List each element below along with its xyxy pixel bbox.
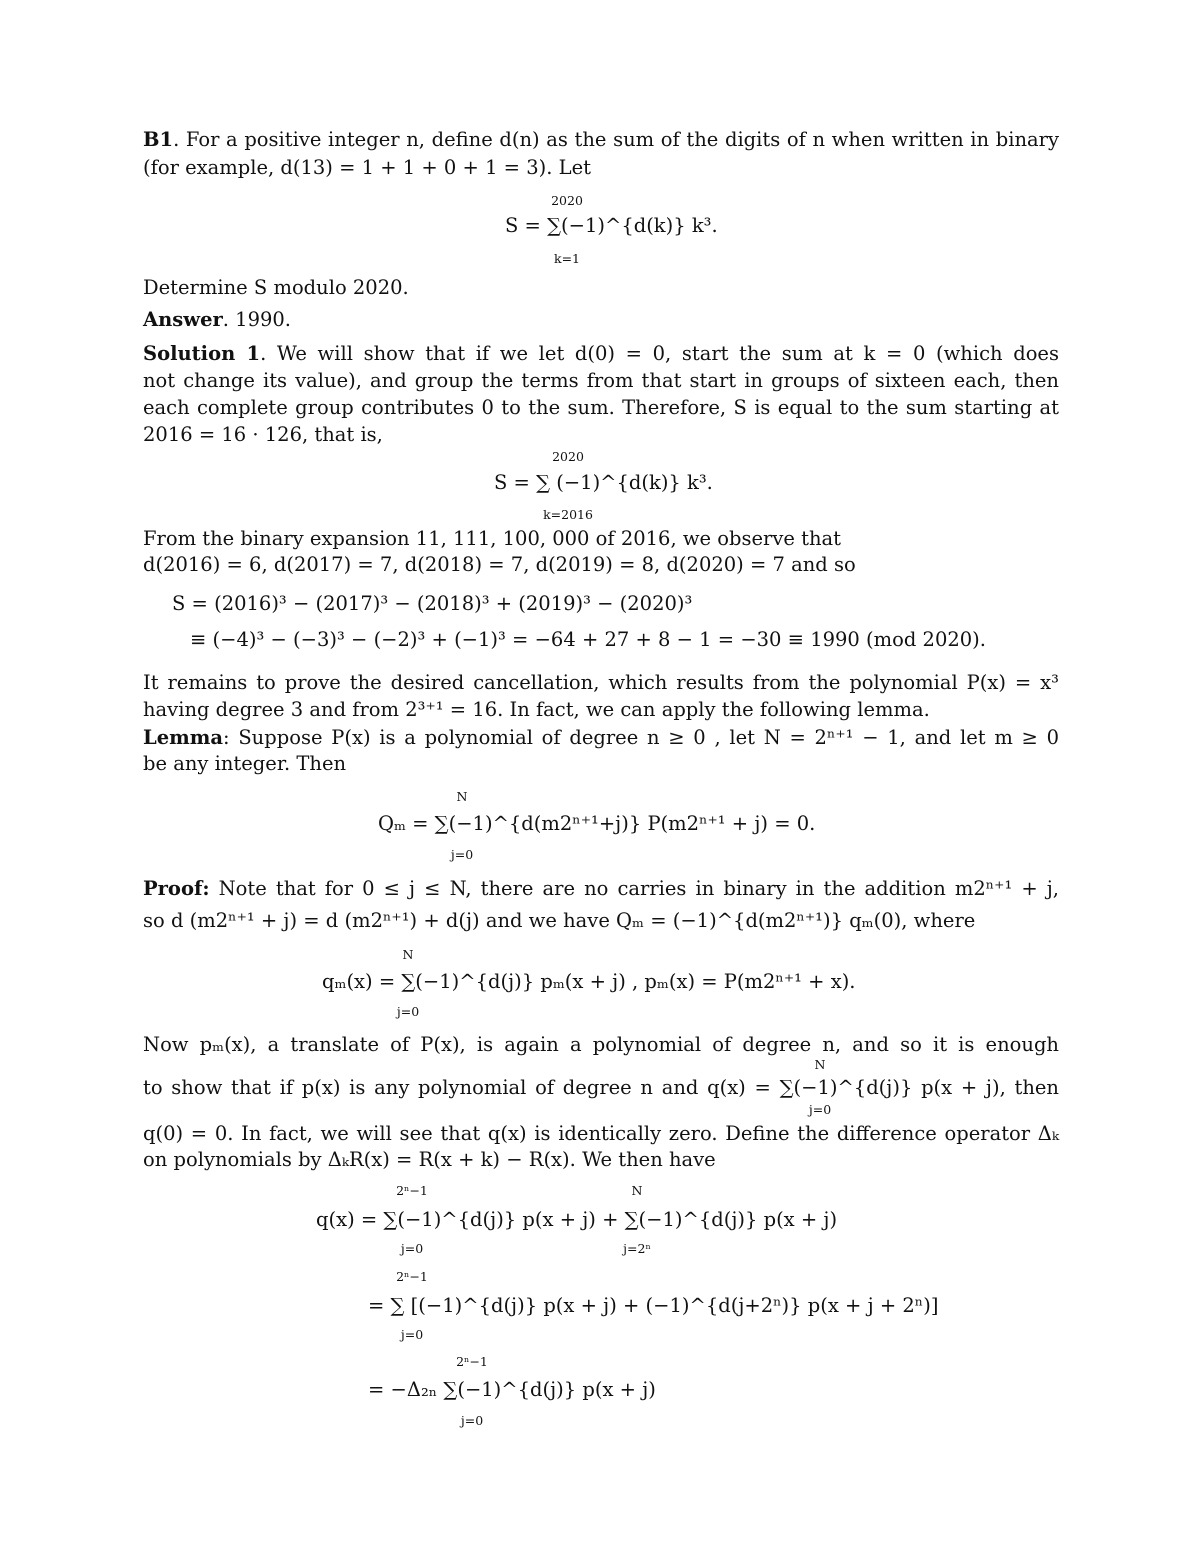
eq6b-lower-limit: j=0	[400, 1327, 424, 1342]
eq5-upper-limit: N	[402, 947, 414, 962]
lemma-label: Lemma	[143, 726, 224, 749]
proof-label: Proof:	[143, 877, 210, 900]
solution-line-6: d(2016) = 6, d(2017) = 7, d(2018) = 7, d(2019) = 8, d(2020) = 7 and so	[143, 553, 856, 576]
eq6a-upper-limit-2: N	[631, 1183, 643, 1198]
eq6b-upper-limit: 2ⁿ−1	[396, 1269, 428, 1284]
eq2-upper-limit: 2020	[552, 449, 584, 464]
proof-line-3: Now pₘ(x), a translate of P(x), is again a polynomial of degree n, and so it is enough	[143, 1033, 1059, 1056]
solution-line-2: not change its value), and group the terms from that start in groups of sixteen each, then	[143, 369, 1059, 392]
problem-text-1: . For a positive integer n, define d(n) as the sum of the digits of n when written in binary	[173, 128, 1059, 151]
problem-line-3: Determine S modulo 2020.	[143, 276, 409, 299]
proof-inline-upper-limit: N	[814, 1057, 826, 1072]
solution-line-5: From the binary expansion 11, 111, 100, 000 of 2016, we observe that	[143, 527, 841, 550]
eq4-lower-limit: j=0	[450, 847, 474, 862]
answer-label: Answer	[143, 308, 223, 331]
proof-line-5: q(0) = 0. In fact, we will see that q(x) is identically zero. Define the difference operator Δₖ	[143, 1122, 1059, 1145]
problem-line-1	[143, 128, 1059, 152]
equation-5: qₘ(x) = ∑(−1)^{d(j)} pₘ(x + j) , pₘ(x) = P(m2ⁿ⁺¹ + x).	[322, 970, 856, 993]
equation-4: Qₘ = ∑(−1)^{d(m2ⁿ⁺¹+j)} P(m2ⁿ⁺¹ + j) = 0.	[378, 812, 816, 835]
equation-6a: q(x) = ∑(−1)^{d(j)} p(x + j) + ∑(−1)^{d(j)} p(x + j)	[316, 1208, 838, 1231]
eq6c-lower-limit: j=0	[460, 1413, 484, 1428]
solution-line-3: each complete group contributes 0 to the sum. Therefore, S is equal to the sum starting at	[143, 396, 1059, 419]
lemma-text-1: : Suppose P(x) is a polynomial of degree n ≥ 0 , let N = 2ⁿ⁺¹ − 1, and let m ≥ 0	[223, 726, 1059, 749]
equation-1: S = ∑(−1)^{d(k)} k³.	[505, 214, 718, 237]
answer-line	[143, 308, 291, 332]
equation-6c: = −Δ₂ₙ ∑(−1)^{d(j)} p(x + j)	[368, 1378, 656, 1401]
answer-text: . 1990.	[222, 308, 291, 331]
proof-line-2: so d (m2ⁿ⁺¹ + j) = d (m2ⁿ⁺¹) + d(j) and we have Qₘ = (−1)^{d(m2ⁿ⁺¹)} qₘ(0), where	[143, 909, 976, 932]
solution-line-8: having degree 3 and from 2³⁺¹ = 16. In fact, we can apply the following lemma.	[143, 698, 930, 721]
solution-line-7: It remains to prove the desired cancellation, which results from the polynomial P(x) = x³	[143, 671, 1059, 694]
lemma-line-2: be any integer. Then	[143, 752, 347, 775]
eq6a-upper-limit-1: 2ⁿ−1	[396, 1183, 428, 1198]
eq2-lower-limit: k=2016	[543, 507, 593, 522]
proof-text-1: Note that for 0 ≤ j ≤ N, there are no carries in binary in the addition m2ⁿ⁺¹ + j,	[209, 877, 1059, 900]
equation-6b: = ∑ [(−1)^{d(j)} p(x + j) + (−1)^{d(j+2ⁿ)} p(x + j + 2ⁿ)]	[368, 1294, 939, 1317]
solution-line-1	[143, 342, 1059, 366]
eq5-lower-limit: j=0	[396, 1004, 420, 1019]
equation-2: S = ∑ (−1)^{d(k)} k³.	[494, 471, 713, 494]
solution-label: Solution 1	[143, 342, 261, 365]
eq6a-lower-limit-2: j=2ⁿ	[623, 1241, 651, 1256]
proof-inline-lower-limit: j=0	[808, 1102, 832, 1117]
eq1-upper-limit: 2020	[551, 193, 583, 208]
proof-line-1	[143, 877, 1059, 901]
proof-line-4: to show that if p(x) is any polynomial of degree n and q(x) = ∑(−1)^{d(j)} p(x + j), then	[143, 1076, 1059, 1099]
problem-label: B1	[143, 128, 174, 151]
eq6c-upper-limit: 2ⁿ−1	[456, 1354, 488, 1369]
eq6a-lower-limit-1: j=0	[400, 1241, 424, 1256]
solution-line-4: 2016 = 16 · 126, that is,	[143, 423, 383, 446]
lemma-line-1	[143, 726, 1059, 750]
solution-text-1: . We will show that if we let d(0) = 0, start the sum at k = 0 (which does	[260, 342, 1059, 365]
eq1-lower-limit: k=1	[553, 251, 581, 266]
equation-3b: ≡ (−4)³ − (−3)³ − (−2)³ + (−1)³ = −64 + 27 + 8 − 1 = −30 ≡ 1990 (mod 2020).	[190, 628, 986, 651]
eq4-upper-limit: N	[456, 789, 468, 804]
proof-line-6: on polynomials by ΔₖR(x) = R(x + k) − R(x). We then have	[143, 1148, 716, 1171]
equation-3a: S = (2016)³ − (2017)³ − (2018)³ + (2019)³ − (2020)³	[172, 592, 693, 615]
problem-line-2: (for example, d(13) = 1 + 1 + 0 + 1 = 3). Let	[143, 156, 591, 179]
